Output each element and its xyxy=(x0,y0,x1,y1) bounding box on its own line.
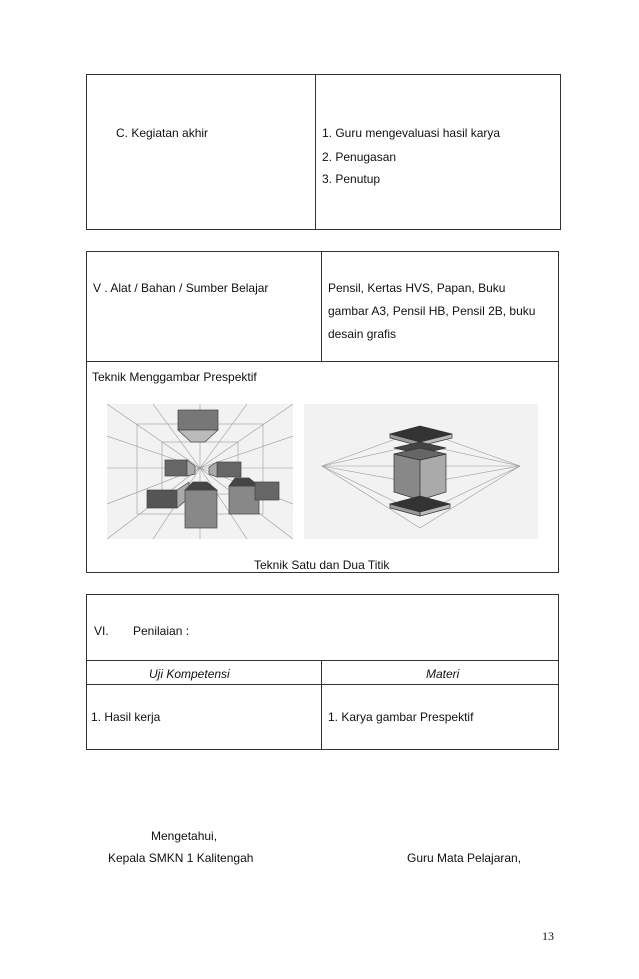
penilaian-title: Penilaian : xyxy=(133,624,190,638)
alat-bahan-label: V . Alat / Bahan / Sumber Belajar xyxy=(93,281,269,295)
one-point-perspective-image xyxy=(107,404,293,539)
alat-bahan-divider xyxy=(321,251,322,361)
technique-caption: Teknik Satu dan Dua Titik xyxy=(254,558,390,572)
kegiatan-akhir-label: C. Kegiatan akhir xyxy=(116,126,209,140)
materi-header: Materi xyxy=(426,667,460,681)
materi-value: 1. Karya gambar Prespektif xyxy=(328,710,474,724)
page-number: 13 xyxy=(542,929,554,943)
technique-title: Teknik Menggambar Prespektif xyxy=(92,370,257,384)
kegiatan-akhir-item-3: 3. Penutup xyxy=(322,172,381,186)
kegiatan-akhir-item-1: 1. Guru mengevaluasi hasil karya xyxy=(322,126,501,140)
two-point-perspective-image xyxy=(304,404,538,539)
kegiatan-akhir-item-2: 2. Penugasan xyxy=(322,150,397,164)
uji-kompetensi-header: Uji Kompetensi xyxy=(149,667,230,681)
alat-bahan-row-divider xyxy=(86,361,559,362)
alat-bahan-line-1: Pensil, Kertas HVS, Papan, Buku xyxy=(328,281,506,295)
uji-kompetensi-value: 1. Hasil kerja xyxy=(91,710,161,724)
penilaian-number: VI. xyxy=(94,624,109,638)
penilaian-col-header-divider xyxy=(86,684,559,685)
kegiatan-akhir-divider xyxy=(315,74,316,230)
penilaian-column-divider xyxy=(321,660,322,750)
guru-mapel-text: Guru Mata Pelajaran, xyxy=(407,851,522,865)
mengetahui-text: Mengetahui, xyxy=(151,829,218,843)
alat-bahan-line-3: desain grafis xyxy=(328,327,397,341)
alat-bahan-line-2: gambar A3, Pensil HB, Pensil 2B, buku xyxy=(328,304,536,318)
kepala-sekolah-text: Kepala SMKN 1 Kalitengah xyxy=(108,851,254,865)
penilaian-header-divider xyxy=(86,660,559,661)
